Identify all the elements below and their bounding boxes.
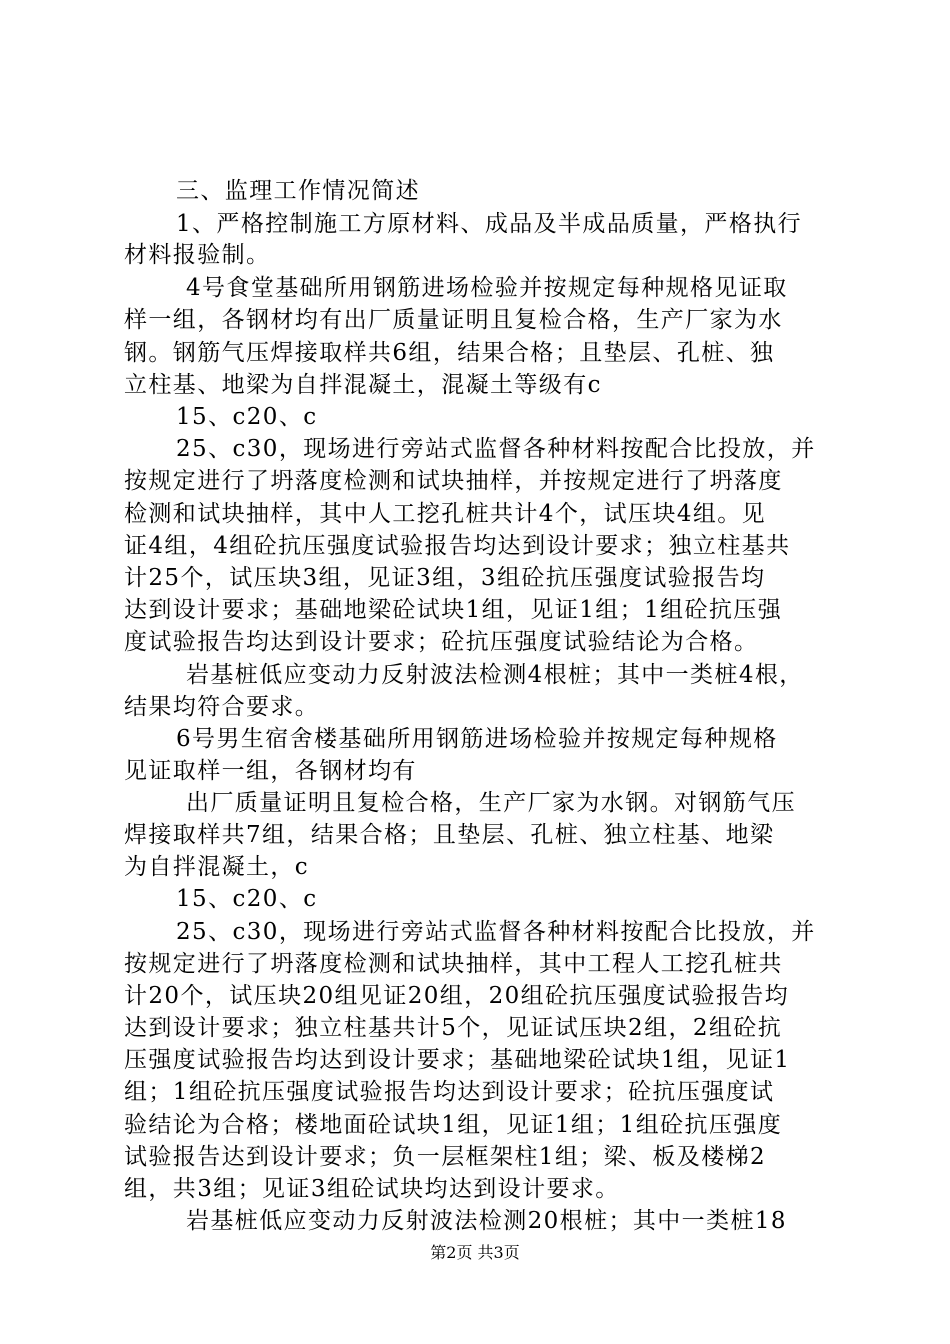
paragraph-line: 组，共3组；见证3组砼试块均达到设计要求。 [124, 1176, 620, 1202]
paragraph-line: 计20个，试压块20组见证20组，20组砼抗压强度试验报告均 [124, 983, 790, 1009]
paragraph-line: 检测和试块抽样，其中人工挖孔桩共计4个，试压块4组。见 [124, 501, 767, 527]
paragraph-line: 按规定进行了坍落度检测和试块抽样，并按规定进行了坍落度 [124, 468, 783, 494]
paragraph-line: 1、严格控制施工方原材料、成品及半成品质量，严格执行 [176, 211, 803, 237]
paragraph-line: 25、c30，现场进行旁站式监督各种材料按配合比投放，并 [176, 436, 816, 462]
paragraph-line: 结果均符合要求。 [124, 694, 320, 720]
paragraph-line: 4号食堂基础所用钢筋进场检验并按规定每种规格见证取 [186, 275, 788, 301]
paragraph-line: 材料报验制。 [124, 242, 271, 268]
paragraph-line: 见证取样一组，各钢材均有 [124, 758, 417, 784]
paragraph-line: 压强度试验报告均达到设计要求；基础地梁砼试块1组，见证1 [124, 1047, 791, 1073]
paragraph-line: 证4组，4组砼抗压强度试验报告均达到设计要求；独立柱基共 [124, 533, 791, 559]
paragraph-line: 按规定进行了坍落度检测和试块抽样，其中工程人工挖孔桩共 [124, 951, 783, 977]
paragraph-line: 试验报告达到设计要求；负一层框架柱1组；梁、板及楼梯2 [124, 1144, 767, 1170]
paragraph-line: 达到设计要求；独立柱基共计5个，见证试压块2组，2组砼抗 [124, 1015, 783, 1041]
page-number-footer: 第2页 共3页 [430, 1243, 520, 1262]
paragraph-line: 立柱基、地梁为自拌混凝土，混凝土等级有c [124, 372, 602, 398]
paragraph-line: 验结论为合格；楼地面砼试块1组，见证1组；1组砼抗压强度 [124, 1112, 783, 1138]
paragraph-line: 样一组，各钢材均有出厂质量证明且复检合格，生产厂家为水 [124, 307, 783, 333]
paragraph-line: 岩基桩低应变动力反射波法检测20根桩；其中一类桩18 [186, 1208, 787, 1234]
paragraph-line: 达到设计要求；基础地梁砼试块1组，见证1组；1组砼抗压强 [124, 597, 783, 623]
paragraph-line: 度试验报告均达到设计要求；砼抗压强度试验结论为合格。 [124, 629, 759, 655]
section-heading: 三、监理工作情况简述 [176, 178, 420, 204]
paragraph-line: 为自拌混凝土，c [124, 854, 310, 880]
paragraph-line: 组；1组砼抗压强度试验报告均达到设计要求；砼抗压强度试 [124, 1079, 775, 1105]
paragraph-line: 焊接取样共7组，结果合格；且垫层、孔桩、独立柱基、地梁 [124, 822, 775, 848]
paragraph-line: 钢。钢筋气压焊接取样共6组，结果合格；且垫层、孔桩、独 [124, 340, 775, 366]
paragraph-line: 出厂质量证明且复检合格，生产厂家为水钢。对钢筋气压 [186, 790, 796, 816]
paragraph-line: 6号男生宿舍楼基础所用钢筋进场检验并按规定每种规格 [176, 726, 778, 752]
paragraph-line: 15、c20、c [176, 886, 318, 912]
paragraph-line: 岩基桩低应变动力反射波法检测4根桩；其中一类桩4根， [186, 662, 804, 688]
paragraph-line: 15、c20、c [176, 404, 318, 430]
paragraph-line: 计25个，试压块3组，见证3组，3组砼抗压强度试验报告均 [124, 565, 766, 591]
paragraph-line: 25、c30，现场进行旁站式监督各种材料按配合比投放，并 [176, 919, 816, 945]
